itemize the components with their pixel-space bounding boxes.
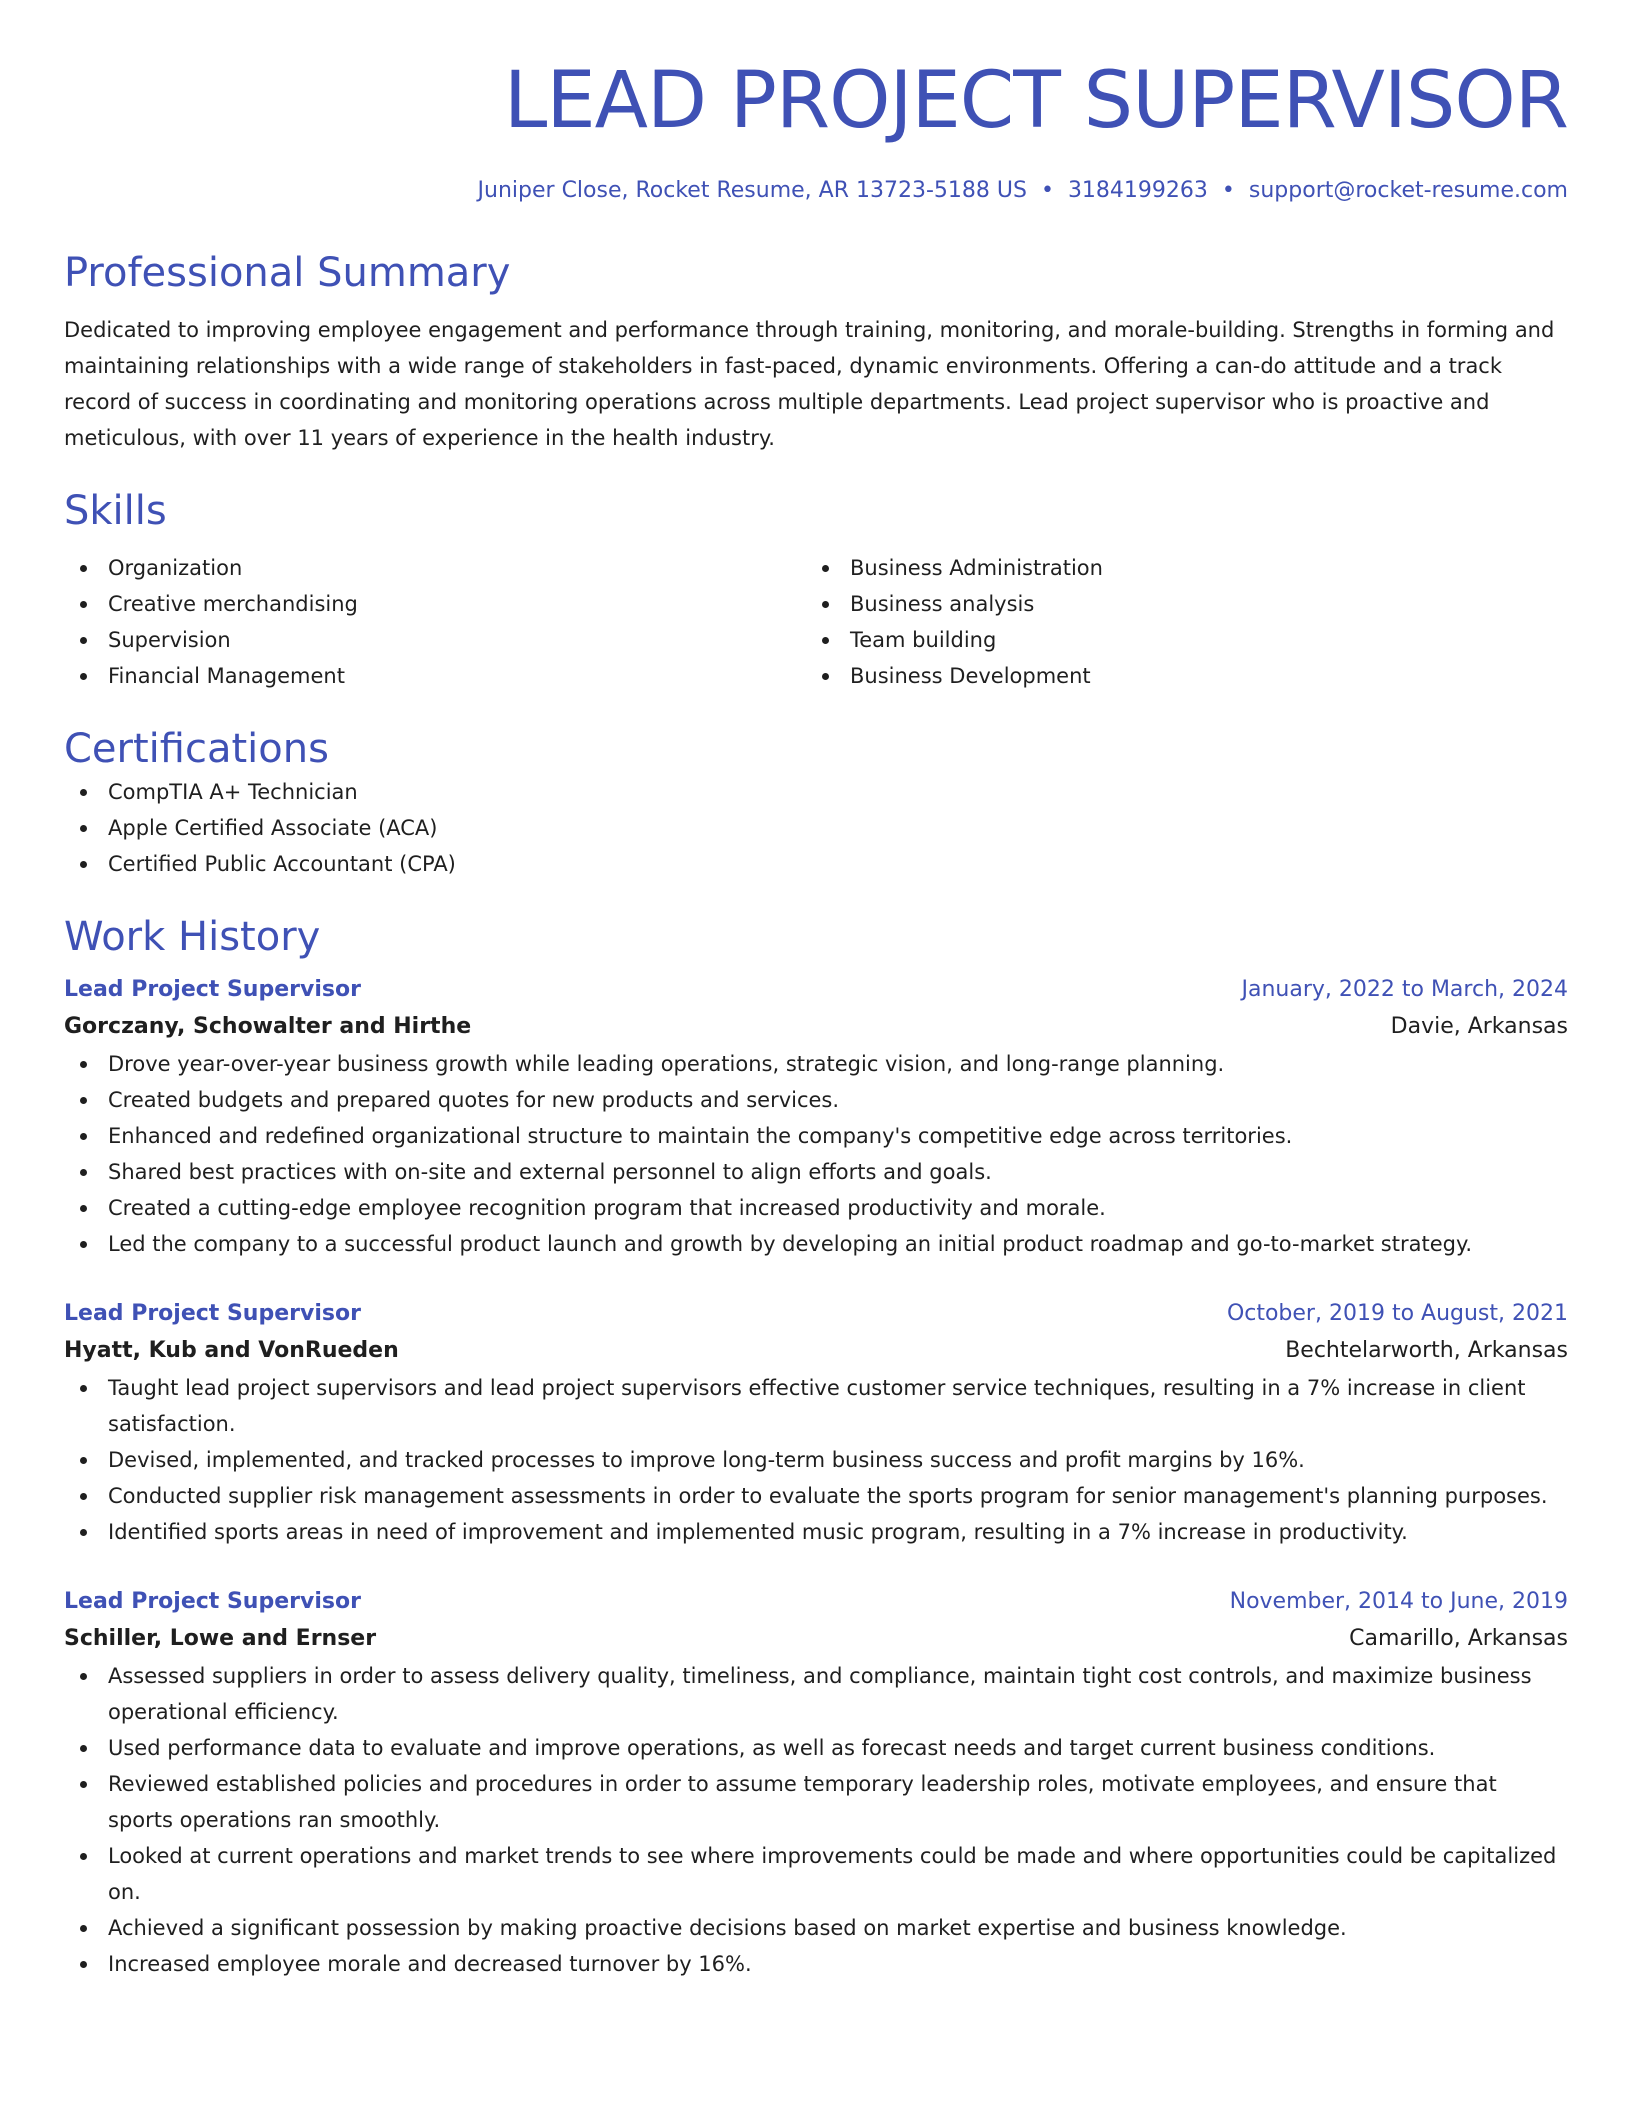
job-dates: November, 2014 to June, 2019 — [1229, 1589, 1568, 1614]
certifications-heading: Certifications — [64, 726, 329, 772]
candidate-name: LEAD PROJECT SUPERVISOR — [503, 56, 1568, 146]
skill-item: Business Administration — [806, 550, 1548, 586]
summary-heading: Professional Summary — [64, 250, 511, 296]
skills-column-left — [64, 550, 806, 694]
job-bullet-list — [64, 1658, 1568, 1982]
job-company: Gorczany, Schowalter and Hirthe — [64, 1014, 472, 1039]
job-title: Lead Project Supervisor — [64, 977, 361, 1002]
job-title: Lead Project Supervisor — [64, 1589, 361, 1614]
job-title-row — [64, 1296, 1568, 1332]
summary-text: Dedicated to improving employee engagement and performance through training, monitoring, and morale-building. Strengths in forming and maintaining relationships with a wide range of stakeholders in fast-paced, dynamic environments. Offering a can-do attitude and a track record of success in coordinating and monitoring operations across multiple departments. Lead project supervisor who is proactive and meticulous, with over 11 years of experience in the health industry. — [64, 318, 1555, 450]
job-bullet: Shared best practices with on-site and external personnel to align efforts and goals. — [64, 1154, 1568, 1190]
job-dates: October, 2019 to August, 2021 — [1226, 1301, 1568, 1326]
skills-heading: Skills — [64, 488, 167, 534]
skill-item: Creative merchandising — [64, 586, 806, 622]
job-bullet: Devised, implemented, and tracked processes to improve long-term business success and profit margins by 16%. — [64, 1442, 1568, 1478]
skill-item: Business analysis — [806, 586, 1548, 622]
job-location: Bechtelarworth, Arkansas — [1285, 1338, 1568, 1363]
resume-header — [64, 0, 1568, 206]
contact-separator: • — [1221, 178, 1235, 203]
job-entry — [64, 1584, 1568, 1982]
skill-item: Team building — [806, 622, 1548, 658]
job-dates: January, 2022 to March, 2024 — [1241, 977, 1568, 1002]
job-company: Hyatt, Kub and VonRueden — [64, 1338, 399, 1363]
job-bullet: Created budgets and prepared quotes for new products and services. — [64, 1082, 1568, 1118]
job-company-row — [64, 1620, 1568, 1658]
job-company-row — [64, 1332, 1568, 1370]
job-bullet: Conducted supplier risk management assessments in order to evaluate the sports program for senior management's planning purposes. — [64, 1478, 1568, 1514]
skill-item: Business Development — [806, 658, 1548, 694]
contact-phone[interactable]: 3184199263 — [1067, 178, 1208, 203]
skills-list-left — [64, 550, 806, 694]
job-bullet: Looked at current operations and market trends to see where improvements could be made and where opportunities could be capitalized on. — [64, 1838, 1568, 1910]
job-bullet: Identified sports areas in need of improvement and implemented music program, resulting in a 7% increase in productivity. — [64, 1514, 1568, 1550]
job-bullet-list — [64, 1046, 1568, 1262]
job-bullet: Increased employee morale and decreased turnover by 16%. — [64, 1946, 1568, 1982]
skills-list-right — [806, 550, 1548, 694]
job-bullet: Reviewed established policies and procedures in order to assume temporary leadership roles, motivate employees, and ensure that sports operations ran smoothly. — [64, 1766, 1568, 1838]
job-location: Camarillo, Arkansas — [1349, 1626, 1568, 1651]
job-company-row — [64, 1008, 1568, 1046]
job-entry — [64, 972, 1568, 1262]
job-entry — [64, 1296, 1568, 1550]
skill-item: Financial Management — [64, 658, 806, 694]
job-title-row — [64, 1584, 1568, 1620]
certification-item: CompTIA A+ Technician — [64, 774, 1568, 810]
skills-grid — [64, 550, 1568, 694]
job-bullet: Drove year-over-year business growth while leading operations, strategic vision, and long-range planning. — [64, 1046, 1568, 1082]
job-company: Schiller, Lowe and Ernser — [64, 1626, 377, 1651]
job-bullet: Created a cutting-edge employee recognition program that increased productivity and morale. — [64, 1190, 1568, 1226]
certification-item: Certified Public Accountant (CPA) — [64, 846, 1568, 882]
contact-separator: • — [1040, 178, 1054, 203]
skills-column-right — [806, 550, 1548, 694]
job-bullet: Taught lead project supervisors and lead project supervisors effective customer service techniques, resulting in a 7% increase in client satisfaction. — [64, 1370, 1568, 1442]
contact-address: Juniper Close, Rocket Resume, AR 13723-5188 US — [477, 178, 1027, 203]
skill-item: Supervision — [64, 622, 806, 658]
job-bullet: Achieved a significant possession by making proactive decisions based on market expertise and business knowledge. — [64, 1910, 1568, 1946]
job-bullet: Led the company to a successful product launch and growth by developing an initial product roadmap and go-to-market strategy. — [64, 1226, 1568, 1262]
job-bullet: Used performance data to evaluate and improve operations, as well as forecast needs and target current business conditions. — [64, 1730, 1568, 1766]
contact-line — [64, 176, 1568, 206]
skill-item: Organization — [64, 550, 806, 586]
job-title: Lead Project Supervisor — [64, 1301, 361, 1326]
certifications-list — [64, 774, 1568, 882]
certification-item: Apple Certified Associate (ACA) — [64, 810, 1568, 846]
contact-email[interactable]: support@rocket-resume.com — [1248, 178, 1568, 203]
job-bullet: Assessed suppliers in order to assess delivery quality, timeliness, and compliance, maintain tight cost controls, and maximize business operational efficiency. — [64, 1658, 1568, 1730]
job-bullet: Enhanced and redefined organizational structure to maintain the company's competitive edge across territories. — [64, 1118, 1568, 1154]
job-title-row — [64, 972, 1568, 1008]
job-bullet-list — [64, 1370, 1568, 1550]
work-history-heading: Work History — [64, 914, 321, 960]
job-location: Davie, Arkansas — [1390, 1014, 1568, 1039]
